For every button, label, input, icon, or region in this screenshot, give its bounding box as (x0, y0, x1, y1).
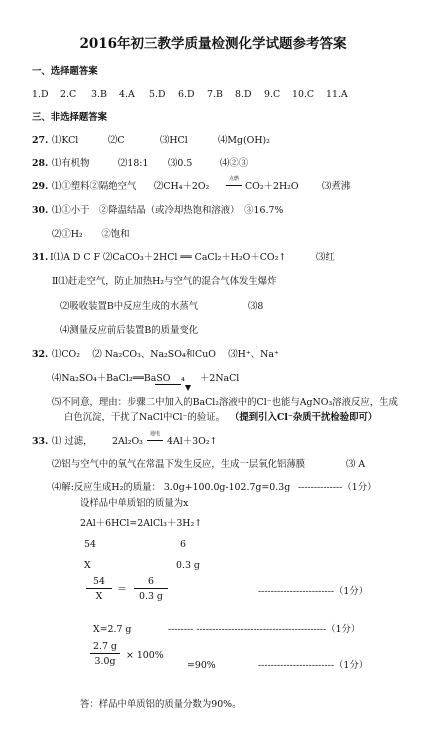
fraction-numerator: 6 (134, 577, 168, 589)
score-marker: -------- -----------------------------------------（1分） (168, 624, 361, 635)
fraction (134, 577, 168, 602)
reaction-arrow-line (147, 440, 163, 441)
reaction-condition: 通电 (150, 431, 161, 437)
subscript-four: ₄ (181, 373, 185, 384)
answer-text: ⑶红 (316, 252, 335, 263)
question-number: 33. (32, 436, 49, 447)
answer-text: ⑶0.5 (168, 158, 193, 169)
equation-text: 2Al₂O₃ (112, 436, 143, 447)
choice-answer: 1.D (32, 89, 49, 100)
choice-answer: 5.D (149, 89, 166, 100)
reaction-arrow-line (226, 185, 242, 186)
answer-text: ⑷测量反应前后装置B的质量变化 (60, 325, 199, 336)
score-marker: ------------------------（1分） (258, 660, 369, 671)
answer-text: ⑶HCl (160, 135, 188, 146)
answer-text: ⑷②③ (220, 158, 249, 169)
section-nonchoice-heading: 三、非选择题答案 (32, 112, 108, 123)
choice-answer: 2.C (60, 89, 77, 100)
answer-text: ⑵C (108, 135, 125, 146)
equation-text: ⑵CH₄＋2O₂ (154, 181, 210, 192)
fraction (86, 577, 112, 602)
answer-text: ⑸不同意，理由：步骤二中加入的BaCl₂溶液中的Cl⁻也能与AgNO₃溶液反应，生成 (52, 397, 398, 408)
answer-text: × 100% (126, 650, 164, 661)
answer-text: ⑴ 过滤， (52, 436, 93, 447)
fraction-denominator: X (95, 591, 103, 603)
ratio-value: 54 (84, 539, 96, 550)
equation-text: ⑷Na₂SO₄＋BaCl₂══BaSO (52, 373, 171, 384)
answer-text: ⑷解:反应生成H₂的质量： 3.0g+100.0g-102.7g=0.3g (52, 482, 291, 493)
equals-sign: ＝ (117, 584, 127, 595)
equation-text: CO₂＋2H₂O (245, 181, 299, 192)
equation-text: 2Al＋6HCl=2AlCl₃＋3H₂↑ (80, 518, 203, 529)
answer-text: ⑶ A (346, 459, 366, 470)
answer-text: 白色沉淀，干扰了NaCl中Cl⁻的验证。 (64, 412, 225, 423)
question-number: 30. (32, 205, 49, 216)
fraction-denominator: 3.0g (94, 656, 116, 668)
equation-text: 4Al＋3O₂↑ (167, 436, 218, 447)
fraction-denominator: 0.3 g (139, 591, 163, 603)
choice-answer: 6.D (178, 89, 195, 100)
answer-text: ⑶煮沸 (322, 181, 351, 192)
answer-text: ⑵铝与空气中的氧气在常温下发生反应，生成一层氧化铝薄膜 (52, 459, 306, 470)
answer-text: ⑴①塑料②隔绝空气 (52, 181, 137, 192)
answer-text: 设样品中单质铝的质量为x (80, 498, 189, 509)
answer-text: Ⅱ⑴赶走空气，防止加热H₂与空气的混合气体发生爆炸 (52, 276, 277, 287)
choice-answer: 8.D (235, 89, 252, 100)
answer-text: ⑷Mg(OH)₂ (218, 135, 270, 146)
reaction-condition: 点燃 (229, 176, 240, 182)
question-number: 28. (32, 158, 49, 169)
choice-answer: 9.C (264, 89, 281, 100)
answer-text: ⑵吸收装置B中反应生成的水蒸气 (60, 301, 199, 312)
question-number: 27. (32, 135, 49, 146)
section-choice-heading: 一、选择题答案 (32, 66, 98, 77)
equation-text: Ⅰ⑴A D C F ⑵CaCO₃＋2HCl ══ CaCl₂＋H₂O＋CO₂↑ (50, 252, 287, 263)
ratio-value: 0.3 g (176, 560, 200, 571)
answer-text: ⑴CO₂ ⑵ Na₂CO₃、Na₂SO₄和CuO ⑶H⁺、Na⁺ (52, 349, 279, 360)
choice-answer: 7.B (207, 89, 223, 100)
formula-underline (155, 384, 181, 385)
fraction (90, 642, 120, 667)
ratio-value: 6 (180, 539, 186, 550)
final-answer: 答：样品中单质铝的质量分数为90%。 (80, 699, 242, 710)
question-number: 31. (32, 252, 49, 263)
choice-answer: 4.A (119, 89, 135, 100)
answer-text: X=2.7 g (93, 624, 132, 635)
choice-answer: 11.A (326, 89, 348, 100)
equation-text: ＋2NaCl (200, 373, 240, 384)
answer-text: ⑴KCl (52, 135, 79, 146)
question-number: 32. (32, 349, 49, 360)
answer-text: ⑶8 (248, 301, 264, 312)
fraction-numerator: 2.7 g (90, 642, 120, 654)
answer-text: ⑴有机物 (52, 158, 90, 169)
question-number: 29. (32, 181, 49, 192)
score-marker: --------------（1分） (298, 482, 377, 493)
choice-answer: 10.C (292, 89, 315, 100)
answer-text: ⑵①H₂ ②饱和 (52, 229, 130, 240)
score-marker: ------------------------（1分） (258, 586, 369, 597)
answer-text: ⑵18:1 (118, 158, 149, 169)
answer-text: ⑴①小于 ②降温结晶（或冷却热饱和溶液） ③16.7% (52, 205, 284, 216)
ratio-value: X (84, 560, 91, 571)
precipitate-arrow-icon (185, 385, 191, 391)
grading-note: （提到引入Cl⁻杂质干扰检验即可） (230, 412, 378, 423)
answer-text: =90% (187, 660, 216, 671)
choice-answer: 3.B (91, 89, 107, 100)
fraction-numerator: 54 (86, 577, 112, 589)
page-title: 2016年初三教学质量检测化学试题参考答案 (79, 36, 347, 52)
